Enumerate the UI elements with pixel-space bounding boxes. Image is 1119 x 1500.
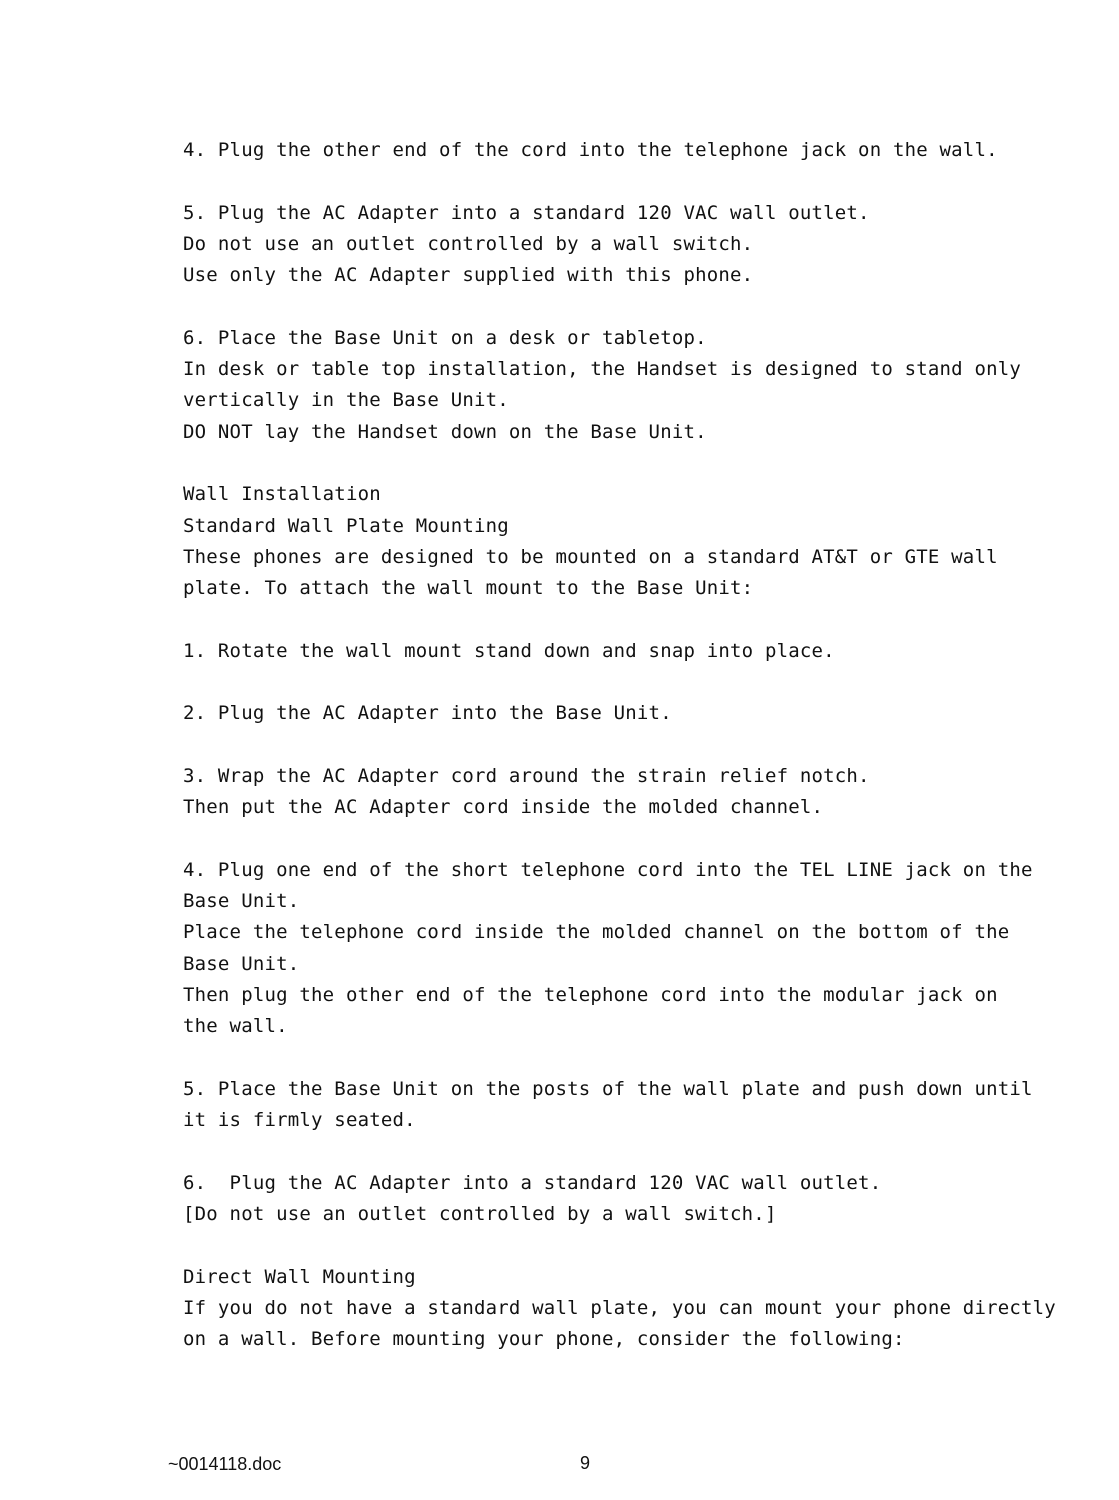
paragraph-wall-step-6 <box>183 1168 1023 1231</box>
text-line: Place the telephone cord inside the molded channel on the bottom of the <box>183 921 1010 944</box>
paragraph-wall-step-2 <box>183 698 1023 729</box>
page-number: 9 <box>580 1453 591 1473</box>
text-line: Base Unit. <box>183 890 300 913</box>
text-line: plate. To attach the wall mount to the Base Unit: <box>183 577 754 600</box>
paragraph-wall-step-3 <box>183 761 1023 824</box>
text-line: In desk or table top installation, the Handset is designed to stand only <box>183 358 1022 381</box>
subsection-heading: Standard Wall Plate Mounting <box>183 514 509 537</box>
text-line: 6. Place the Base Unit on a desk or tabletop. <box>183 326 707 349</box>
text-line: 2. Plug the AC Adapter into the Base Unit. <box>183 702 672 725</box>
text-line: 4. Plug one end of the short telephone cord into the TEL LINE jack on the <box>183 858 1033 881</box>
text-line: 6. Plug the AC Adapter into a standard 120 VAC wall outlet. <box>183 1171 882 1194</box>
text-line: Use only the AC Adapter supplied with this phone. <box>183 264 754 287</box>
text-line: 5. Plug the AC Adapter into a standard 120 VAC wall outlet. <box>183 201 870 224</box>
section-heading: Wall Installation <box>183 483 381 506</box>
text-line: 3. Wrap the AC Adapter cord around the strain relief notch. <box>183 764 870 787</box>
text-line: If you do not have a standard wall plate, you can mount your phone directly <box>183 1296 1056 1319</box>
document-body <box>183 135 1056 1387</box>
paragraph-wall-step-5 <box>183 1074 1033 1137</box>
text-line: These phones are designed to be mounted on a standard AT&T or GTE wall <box>183 545 998 568</box>
text-line: 5. Place the Base Unit on the posts of the wall plate and push down until <box>183 1077 1033 1100</box>
text-line: 1. Rotate the wall mount stand down and snap into place. <box>183 639 835 662</box>
text-line: on a wall. Before mounting your phone, consider the following: <box>183 1328 905 1351</box>
paragraph-step-4-cord <box>183 135 1023 166</box>
footer-filename: ~0014118.doc <box>168 1454 282 1474</box>
subsection-heading: Direct Wall Mounting <box>183 1265 416 1288</box>
text-line: Do not use an outlet controlled by a wall switch. <box>183 232 754 255</box>
text-line: Then put the AC Adapter cord inside the molded channel. <box>183 796 824 819</box>
text-line: vertically in the Base Unit. <box>183 389 509 412</box>
paragraph-wall-step-1 <box>183 636 1023 667</box>
text-line: it is firmly seated. <box>183 1109 416 1132</box>
text-line: the wall. <box>183 1015 288 1038</box>
text-line: DO NOT lay the Handset down on the Base Unit. <box>183 420 707 443</box>
section-wall-installation <box>183 479 1023 604</box>
text-line: [Do not use an outlet controlled by a wall switch.] <box>183 1203 777 1226</box>
text-line: Then plug the other end of the telephone cord into the modular jack on <box>183 984 998 1007</box>
section-direct-wall-mounting <box>183 1262 1056 1356</box>
text-line: 4. Plug the other end of the cord into the telephone jack on the wall. <box>183 139 998 161</box>
paragraph-step-6-base-unit <box>183 323 1023 448</box>
paragraph-step-5-ac-adapter <box>183 198 1023 292</box>
paragraph-wall-step-4 <box>183 855 1033 1043</box>
text-line: Base Unit. <box>183 952 300 975</box>
